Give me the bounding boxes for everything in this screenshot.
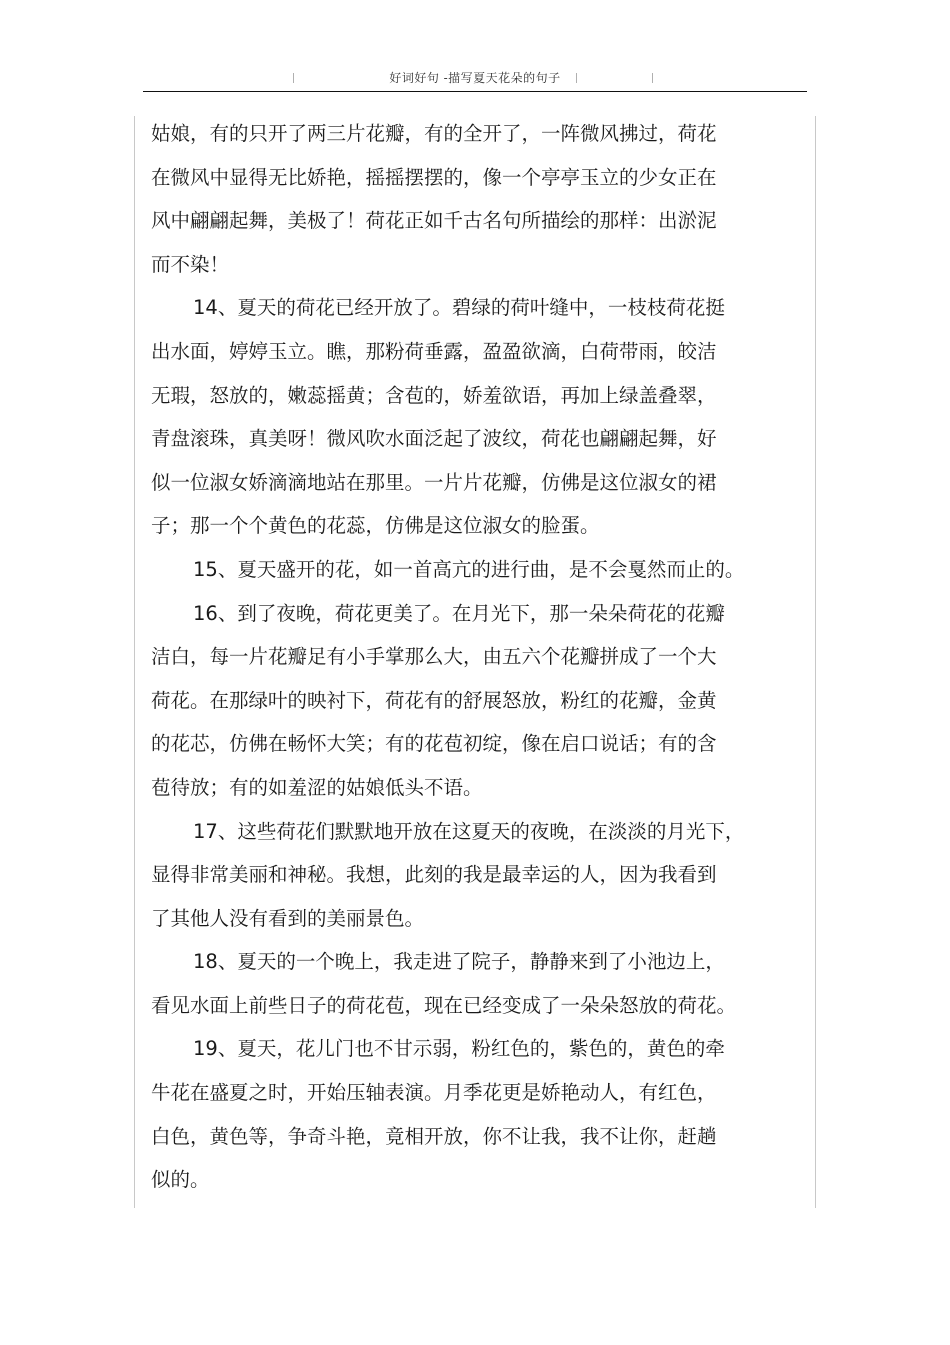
text-line: 显得非常美丽和神秘。我想，此刻的我是最幸运的人，因为我看到 — [151, 863, 717, 887]
header-title: 好词好句 -描写夏天花朵的句子 — [389, 71, 561, 85]
text-line: 牛花在盛夏之时，开始压轴表演。月季花更是娇艳动人，有红色， — [151, 1081, 717, 1105]
text-line: 在微风中显得无比娇艳，摇摇摆摆的，像一个亭亭玉立的少女正在 — [151, 165, 717, 189]
text-line: 出水面，婷婷玉立。瞧，那粉荷垂露，盈盈欲滴，白荷带雨，皎洁 — [151, 339, 717, 363]
text-line: 姑娘，有的只开了两三片花瓣，有的全开了，一阵微风拂过，荷花 — [151, 122, 717, 145]
text-line: 风中翩翩起舞，美极了！荷花正如千古名句所描绘的那样：出淤泥 — [151, 209, 717, 233]
text-line: 16、到了夜晚，荷花更美了。在月光下，那一朵朵荷花的花瓣 — [193, 601, 725, 625]
text-line: 无瑕，怒放的，嫩蕊摇黄；含苞的，娇羞欲语，再加上绿盖叠翠， — [151, 383, 717, 407]
text-line: 的花芯，仿佛在畅怀大笑；有的花苞初绽，像在启口说话；有的含 — [151, 732, 717, 756]
text-line: 苞待放；有的如羞涩的姑娘低头不语。 — [151, 775, 483, 799]
text-line: 而不染！ — [151, 252, 230, 276]
text-line: 了其他人没有看到的美丽景色。 — [151, 906, 425, 930]
header-rule — [143, 91, 807, 92]
text-line: 14、夏天的荷花已经开放了。碧绿的荷叶缝中，一枝枝荷花挺 — [193, 296, 725, 320]
text-line: 白色，黄色等，争奇斗艳，竟相开放，你不让我，我不让你，赶趟 — [151, 1124, 717, 1148]
right-margin-rule — [815, 116, 816, 1208]
text-line: 青盘滚珠，真美呀！微风吹水面泛起了波纹，荷花也翩翩起舞，好 — [151, 427, 717, 451]
text-line: 17、这些荷花们默默地开放在这夏天的夜晚，在淡淡的月光下， — [193, 819, 745, 843]
text-line: 洁白，每一片花瓣足有小手掌那么大，由五六个花瓣拼成了一个大 — [151, 645, 717, 669]
text-line: 15、夏天盛开的花，如一首高亢的进行曲，是不会戛然而止的。 — [193, 557, 745, 581]
text-line: 18、夏天的一个晚上，我走进了院子，静静来到了小池边上， — [193, 950, 725, 974]
text-line: 似的。 — [151, 1168, 210, 1192]
document-body — [151, 112, 776, 1202]
text-line: 似一位淑女娇滴滴地站在那里。一片片花瓣，仿佛是这位淑女的裙 — [151, 470, 717, 494]
page-header — [143, 64, 807, 92]
text-line: 子；那一个个黄色的花蕊，仿佛是这位淑女的脸蛋。 — [151, 514, 600, 538]
text-line: 看见水面上前些日子的荷花苞，现在已经变成了一朵朵怒放的荷花。 — [151, 993, 737, 1017]
text-line: 19、夏天，花儿门也不甘示弱，粉红色的，紫色的，黄色的牵 — [193, 1037, 725, 1061]
left-margin-rule — [134, 116, 135, 1208]
header-tick-right — [652, 73, 653, 83]
text-line: 荷花。在那绿叶的映衬下，荷花有的舒展怒放，粉红的花瓣，金黄 — [151, 688, 717, 712]
header-tick-mid — [576, 73, 577, 83]
